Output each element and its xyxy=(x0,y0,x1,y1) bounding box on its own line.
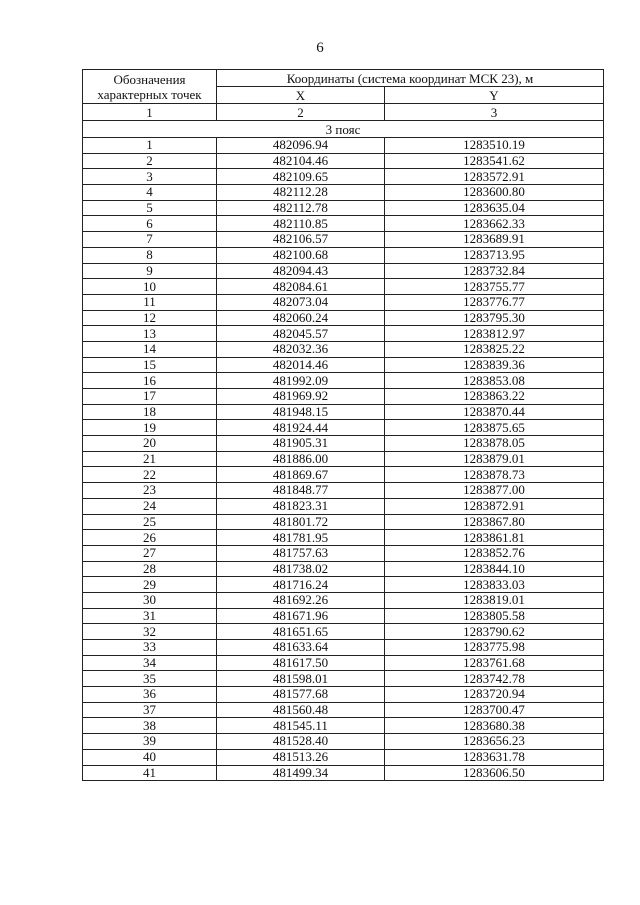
y-coordinate-cell: 1283863.22 xyxy=(385,389,604,405)
table-row xyxy=(83,545,604,561)
table-row xyxy=(83,310,604,326)
x-coordinate-cell: 481617.50 xyxy=(217,655,385,671)
table-row xyxy=(83,718,604,734)
point-number-cell: 6 xyxy=(83,216,217,232)
x-coordinate-cell: 481545.11 xyxy=(217,718,385,734)
y-coordinate-cell: 1283852.76 xyxy=(385,545,604,561)
point-number-cell: 14 xyxy=(83,341,217,357)
x-coordinate-cell: 481513.26 xyxy=(217,749,385,765)
point-number-cell: 7 xyxy=(83,232,217,248)
table-row xyxy=(83,389,604,405)
table-row xyxy=(83,514,604,530)
point-number-cell: 9 xyxy=(83,263,217,279)
y-coordinate-cell: 1283600.80 xyxy=(385,185,604,201)
point-number-cell: 11 xyxy=(83,294,217,310)
table-row xyxy=(83,592,604,608)
y-coordinate-cell: 1283662.33 xyxy=(385,216,604,232)
table-row xyxy=(83,749,604,765)
table-row xyxy=(83,483,604,499)
y-coordinate-cell: 1283761.68 xyxy=(385,655,604,671)
col2-number: 2 xyxy=(217,104,385,121)
table-row xyxy=(83,232,604,248)
x-coordinate-cell: 481651.65 xyxy=(217,624,385,640)
y-header: Y xyxy=(385,87,604,104)
table-row xyxy=(83,671,604,687)
coordinates-table xyxy=(82,69,604,781)
table-row xyxy=(83,326,604,342)
y-coordinate-cell: 1283878.73 xyxy=(385,467,604,483)
x-coordinate-cell: 481528.40 xyxy=(217,734,385,750)
point-number-cell: 10 xyxy=(83,279,217,295)
point-number-cell: 1 xyxy=(83,138,217,154)
table-row xyxy=(83,294,604,310)
zone-label: 3 пояс xyxy=(83,121,604,138)
x-coordinate-cell: 481757.63 xyxy=(217,545,385,561)
y-coordinate-cell: 1283805.58 xyxy=(385,608,604,624)
table-row xyxy=(83,263,604,279)
y-coordinate-cell: 1283631.78 xyxy=(385,749,604,765)
x-coordinate-cell: 482109.65 xyxy=(217,169,385,185)
col1-number: 1 xyxy=(83,104,217,121)
coords-header: Координаты (система координат МСК 23), м xyxy=(217,70,604,87)
table-row xyxy=(83,153,604,169)
point-number-cell: 17 xyxy=(83,389,217,405)
x-coordinate-cell: 481738.02 xyxy=(217,561,385,577)
x-coordinate-cell: 481869.67 xyxy=(217,467,385,483)
table-row xyxy=(83,357,604,373)
y-coordinate-cell: 1283839.36 xyxy=(385,357,604,373)
x-coordinate-cell: 482032.36 xyxy=(217,341,385,357)
col3-number: 3 xyxy=(385,104,604,121)
point-number-cell: 23 xyxy=(83,483,217,499)
x-coordinate-cell: 481781.95 xyxy=(217,530,385,546)
point-number-cell: 41 xyxy=(83,765,217,781)
x-coordinate-cell: 481598.01 xyxy=(217,671,385,687)
table-row xyxy=(83,734,604,750)
table-row xyxy=(83,216,604,232)
y-coordinate-cell: 1283819.01 xyxy=(385,592,604,608)
y-coordinate-cell: 1283775.98 xyxy=(385,640,604,656)
point-number-cell: 29 xyxy=(83,577,217,593)
x-coordinate-cell: 481499.34 xyxy=(217,765,385,781)
point-number-cell: 31 xyxy=(83,608,217,624)
table-row xyxy=(83,655,604,671)
table-row xyxy=(83,687,604,703)
point-number-cell: 30 xyxy=(83,592,217,608)
column-number-row xyxy=(83,104,604,121)
x-coordinate-cell: 481801.72 xyxy=(217,514,385,530)
point-number-cell: 12 xyxy=(83,310,217,326)
y-coordinate-cell: 1283656.23 xyxy=(385,734,604,750)
x-coordinate-cell: 482110.85 xyxy=(217,216,385,232)
table-row xyxy=(83,467,604,483)
y-coordinate-cell: 1283635.04 xyxy=(385,200,604,216)
point-number-cell: 36 xyxy=(83,687,217,703)
point-number-cell: 35 xyxy=(83,671,217,687)
table-row xyxy=(83,279,604,295)
x-coordinate-cell: 482112.78 xyxy=(217,200,385,216)
y-coordinate-cell: 1283833.03 xyxy=(385,577,604,593)
y-coordinate-cell: 1283853.08 xyxy=(385,373,604,389)
y-coordinate-cell: 1283861.81 xyxy=(385,530,604,546)
y-coordinate-cell: 1283680.38 xyxy=(385,718,604,734)
header-row xyxy=(83,70,604,87)
x-coordinate-cell: 482106.57 xyxy=(217,232,385,248)
y-coordinate-cell: 1283689.91 xyxy=(385,232,604,248)
point-number-cell: 19 xyxy=(83,420,217,436)
y-coordinate-cell: 1283877.00 xyxy=(385,483,604,499)
page-number: 6 xyxy=(316,40,324,56)
table-row xyxy=(83,530,604,546)
y-coordinate-cell: 1283872.91 xyxy=(385,498,604,514)
x-coordinate-cell: 481671.96 xyxy=(217,608,385,624)
x-coordinate-cell: 481560.48 xyxy=(217,702,385,718)
table-row xyxy=(83,561,604,577)
point-number-cell: 13 xyxy=(83,326,217,342)
y-coordinate-cell: 1283572.91 xyxy=(385,169,604,185)
point-number-cell: 38 xyxy=(83,718,217,734)
x-coordinate-cell: 481716.24 xyxy=(217,577,385,593)
x-coordinate-cell: 482104.46 xyxy=(217,153,385,169)
point-number-cell: 34 xyxy=(83,655,217,671)
y-coordinate-cell: 1283713.95 xyxy=(385,247,604,263)
x-coordinate-cell: 481924.44 xyxy=(217,420,385,436)
y-coordinate-cell: 1283812.97 xyxy=(385,326,604,342)
table-row xyxy=(83,373,604,389)
x-coordinate-cell: 481848.77 xyxy=(217,483,385,499)
point-number-cell: 5 xyxy=(83,200,217,216)
x-coordinate-cell: 481948.15 xyxy=(217,404,385,420)
y-coordinate-cell: 1283879.01 xyxy=(385,451,604,467)
point-number-cell: 21 xyxy=(83,451,217,467)
y-coordinate-cell: 1283870.44 xyxy=(385,404,604,420)
y-coordinate-cell: 1283878.05 xyxy=(385,436,604,452)
x-coordinate-cell: 482060.24 xyxy=(217,310,385,326)
x-coordinate-cell: 481992.09 xyxy=(217,373,385,389)
y-coordinate-cell: 1283720.94 xyxy=(385,687,604,703)
y-coordinate-cell: 1283732.84 xyxy=(385,263,604,279)
y-coordinate-cell: 1283700.47 xyxy=(385,702,604,718)
y-coordinate-cell: 1283541.62 xyxy=(385,153,604,169)
x-coordinate-cell: 482100.68 xyxy=(217,247,385,263)
y-coordinate-cell: 1283510.19 xyxy=(385,138,604,154)
table-row xyxy=(83,436,604,452)
table-row xyxy=(83,404,604,420)
zone-row xyxy=(83,121,604,138)
points-header: Обозначения характерных точек xyxy=(83,70,217,104)
point-number-cell: 8 xyxy=(83,247,217,263)
x-coordinate-cell: 481823.31 xyxy=(217,498,385,514)
x-coordinate-cell: 482084.61 xyxy=(217,279,385,295)
x-coordinate-cell: 482073.04 xyxy=(217,294,385,310)
point-number-cell: 33 xyxy=(83,640,217,656)
x-header: X xyxy=(217,87,385,104)
x-coordinate-cell: 481905.31 xyxy=(217,436,385,452)
point-number-cell: 16 xyxy=(83,373,217,389)
point-number-cell: 39 xyxy=(83,734,217,750)
table-row xyxy=(83,341,604,357)
table-row xyxy=(83,138,604,154)
x-coordinate-cell: 482094.43 xyxy=(217,263,385,279)
y-coordinate-cell: 1283825.22 xyxy=(385,341,604,357)
x-coordinate-cell: 482045.57 xyxy=(217,326,385,342)
table-row xyxy=(83,247,604,263)
x-coordinate-cell: 481886.00 xyxy=(217,451,385,467)
y-coordinate-cell: 1283875.65 xyxy=(385,420,604,436)
point-number-cell: 28 xyxy=(83,561,217,577)
point-number-cell: 2 xyxy=(83,153,217,169)
point-number-cell: 27 xyxy=(83,545,217,561)
table-row xyxy=(83,765,604,781)
table-row xyxy=(83,498,604,514)
y-coordinate-cell: 1283867.80 xyxy=(385,514,604,530)
x-coordinate-cell: 481633.64 xyxy=(217,640,385,656)
point-number-cell: 40 xyxy=(83,749,217,765)
table-row xyxy=(83,420,604,436)
point-number-cell: 4 xyxy=(83,185,217,201)
point-number-cell: 25 xyxy=(83,514,217,530)
point-number-cell: 22 xyxy=(83,467,217,483)
table-row xyxy=(83,577,604,593)
point-number-cell: 37 xyxy=(83,702,217,718)
point-number-cell: 3 xyxy=(83,169,217,185)
table-row xyxy=(83,702,604,718)
x-coordinate-cell: 482014.46 xyxy=(217,357,385,373)
table-row xyxy=(83,608,604,624)
x-coordinate-cell: 482112.28 xyxy=(217,185,385,201)
y-coordinate-cell: 1283844.10 xyxy=(385,561,604,577)
y-coordinate-cell: 1283795.30 xyxy=(385,310,604,326)
y-coordinate-cell: 1283755.77 xyxy=(385,279,604,295)
table-row xyxy=(83,451,604,467)
point-number-cell: 15 xyxy=(83,357,217,373)
table-row xyxy=(83,185,604,201)
x-coordinate-cell: 481692.26 xyxy=(217,592,385,608)
x-coordinate-cell: 481969.92 xyxy=(217,389,385,405)
table-row xyxy=(83,640,604,656)
point-number-cell: 32 xyxy=(83,624,217,640)
table-row xyxy=(83,200,604,216)
y-coordinate-cell: 1283742.78 xyxy=(385,671,604,687)
table-row xyxy=(83,169,604,185)
y-coordinate-cell: 1283606.50 xyxy=(385,765,604,781)
point-number-cell: 26 xyxy=(83,530,217,546)
point-number-cell: 20 xyxy=(83,436,217,452)
y-coordinate-cell: 1283790.62 xyxy=(385,624,604,640)
table-row xyxy=(83,624,604,640)
x-coordinate-cell: 482096.94 xyxy=(217,138,385,154)
y-coordinate-cell: 1283776.77 xyxy=(385,294,604,310)
point-number-cell: 18 xyxy=(83,404,217,420)
point-number-cell: 24 xyxy=(83,498,217,514)
x-coordinate-cell: 481577.68 xyxy=(217,687,385,703)
